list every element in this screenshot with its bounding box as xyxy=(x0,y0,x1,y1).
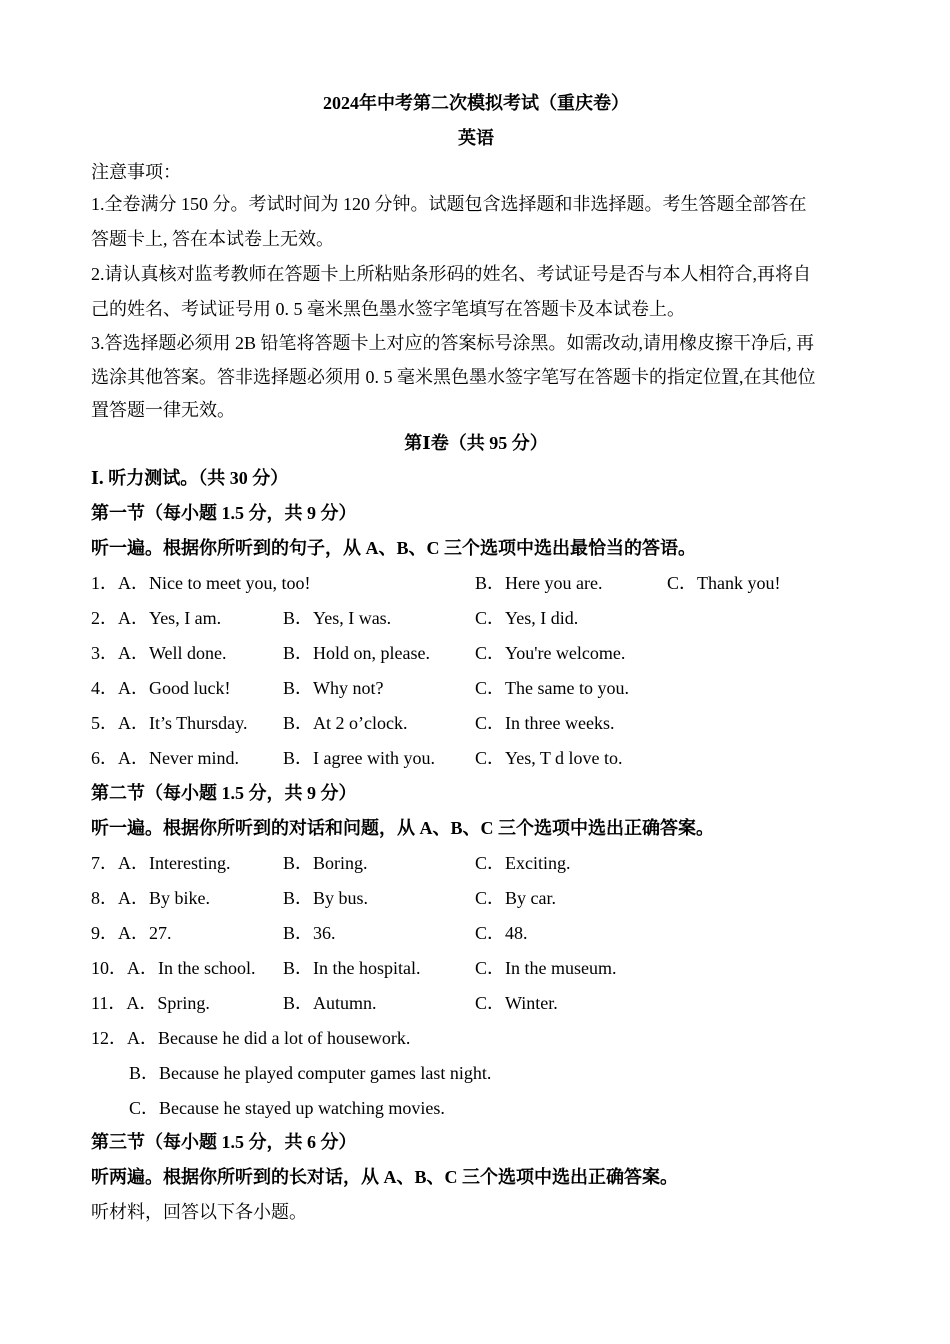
section1-title: 第一节（每小题 1.5 分，共 9 分） xyxy=(91,503,357,523)
section1-instruction: 听一遍。根据你所听到的句子，从 A、B、C 三个选项中选出最恰当的答语。 xyxy=(91,538,697,558)
q2-option-b: B．Yes, I was. xyxy=(283,608,392,628)
q11-option-c: C．Winter. xyxy=(475,993,558,1013)
q5-option-b: B．At 2 o’clock. xyxy=(283,713,408,733)
q1-option-b: B．Here you are. xyxy=(475,573,603,593)
notice-item-1-line-1: 1.全卷满分 150 分。考试时间为 120 分钟。试题包含选择题和非选择题。考生答题全部答在 xyxy=(91,194,807,214)
q3-option-b: B．Hold on, please. xyxy=(283,643,430,663)
notice-item-2-line-2: 己的姓名、考试证号用 0. 5 毫米黑色墨水签字笔填写在答题卡及本试卷上。 xyxy=(91,299,685,319)
subject-title: 英语 xyxy=(458,128,494,148)
q6-option-c: C．Yes, T d love to. xyxy=(475,748,623,768)
q11-option-b: B．Autumn. xyxy=(283,993,377,1013)
q5-option-a: 5．A．It’s Thursday. xyxy=(91,713,248,733)
section2-title: 第二节（每小题 1.5 分，共 9 分） xyxy=(91,783,357,803)
part1-title xyxy=(91,461,288,495)
part1-title-text: 听力测试。（共 30 分） xyxy=(103,468,289,488)
q9-option-a: 9．A．27. xyxy=(91,923,172,943)
q8-option-b: B．By bus. xyxy=(283,888,369,908)
q11-option-a: 11．A．Spring. xyxy=(91,993,210,1013)
q10-option-c: C．In the museum. xyxy=(475,958,617,978)
section3-prompt: 听材料，回答以下各小题。 xyxy=(91,1202,307,1222)
notice-heading: 注意事项： xyxy=(91,162,181,182)
q12-option-b: B．Because he played computer games last night. xyxy=(129,1063,492,1083)
q4-option-b: B．Why not? xyxy=(283,678,384,698)
q1-option-a: 1．A．Nice to meet you, too! xyxy=(91,573,311,593)
q7-option-a: 7．A．Interesting. xyxy=(91,853,231,873)
q9-option-c: C．48. xyxy=(475,923,528,943)
q8-option-a: 8．A．By bike. xyxy=(91,888,210,908)
q2-option-c: C．Yes, I did. xyxy=(475,608,579,628)
q12-option-a: 12．A．Because he did a lot of housework. xyxy=(91,1028,411,1048)
q10-option-b: B．In the hospital. xyxy=(283,958,421,978)
q3-option-c: C．You're welcome. xyxy=(475,643,626,663)
volume-title: 第Ⅰ卷（共 95 分） xyxy=(404,433,548,453)
notice-item-3-line-3: 置答题一律无效。 xyxy=(91,400,235,420)
q9-option-b: B．36. xyxy=(283,923,336,943)
q1-option-c: C．Thank you! xyxy=(667,573,781,593)
section3-title: 第三节（每小题 1.5 分，共 6 分） xyxy=(91,1132,357,1152)
q4-option-c: C．The same to you. xyxy=(475,678,629,698)
q7-option-b: B．Boring. xyxy=(283,853,368,873)
exam-title: 2024年中考第二次模拟考试（重庆卷） xyxy=(323,93,629,113)
q2-option-a: 2．A．Yes, I am. xyxy=(91,608,222,628)
notice-item-3-line-2: 选涂其他答案。答非选择题必须用 0. 5 毫米黑色墨水签字笔写在答题卡的指定位置,在其他位 xyxy=(91,367,816,387)
q6-option-a: 6．A．Never mind. xyxy=(91,748,239,768)
q4-option-a: 4．A．Good luck! xyxy=(91,678,231,698)
q12-option-c: C．Because he stayed up watching movies. xyxy=(129,1098,445,1118)
section3-instruction: 听两遍。根据你所听到的长对话，从 A、B、C 三个选项中选出正确答案。 xyxy=(91,1167,679,1187)
part1-title-numeral: I. xyxy=(91,467,104,489)
notice-item-2-line-1: 2.请认真核对监考教师在答题卡上所粘贴条形码的姓名、考试证号是否与本人相符合,再将自 xyxy=(91,264,811,284)
q6-option-b: B．I agree with you. xyxy=(283,748,435,768)
q10-option-a: 10．A．In the school. xyxy=(91,958,256,978)
notice-item-1-line-2: 答题卡上, 答在本试卷上无效。 xyxy=(91,229,334,249)
notice-item-3-line-1: 3.答选择题必须用 2B 铅笔将答题卡上对应的答案标号涂黑。如需改动,请用橡皮擦干净后, 再 xyxy=(91,333,815,353)
section2-instruction: 听一遍。根据你所听到的对话和问题，从 A、B、C 三个选项中选出正确答案。 xyxy=(91,818,715,838)
q7-option-c: C．Exciting. xyxy=(475,853,571,873)
q3-option-a: 3．A．Well done. xyxy=(91,643,227,663)
q8-option-c: C．By car. xyxy=(475,888,556,908)
q5-option-c: C．In three weeks. xyxy=(475,713,615,733)
